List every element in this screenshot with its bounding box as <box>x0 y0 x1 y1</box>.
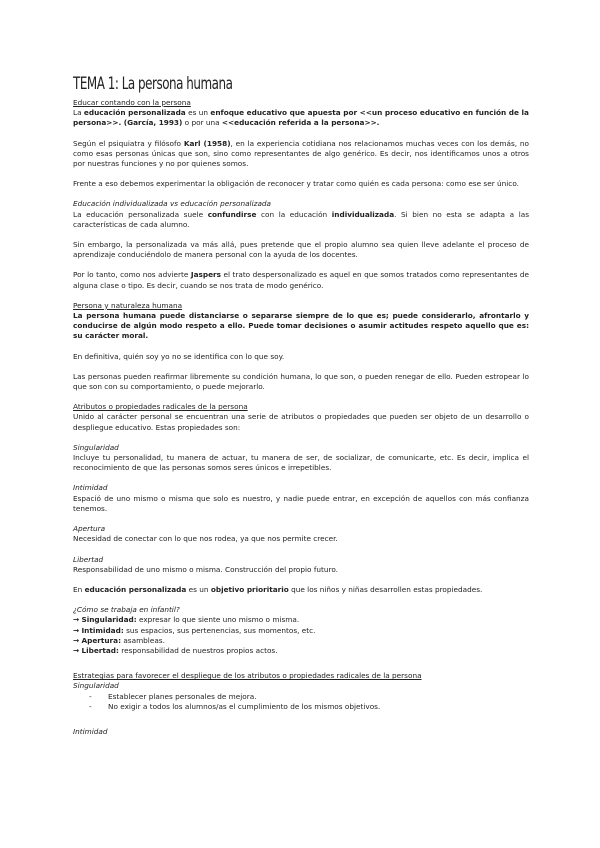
attribute-description: Necesidad de conectar con lo que nos rodea, ya que nos permite crecer. <box>73 534 338 544</box>
document-body <box>73 98 529 737</box>
section-heading-atributos: Atributos o propiedades radicales de la persona <box>73 402 248 412</box>
section-heading-individualizada: Educación individualizada vs educación personalizada <box>73 199 272 209</box>
arrow-icon: → <box>73 615 80 625</box>
paragraph: Frente a eso debemos experimentar la obligación de reconocer y tratar como quién es cada persona: como ese ser único. <box>73 179 519 189</box>
attribute-description: Espació de uno mismo o misma que solo es nuestro, y nadie puede entrar, en excepción de aquellos con más confianza tenemos. <box>73 493 529 513</box>
bullet-item: - Establecer planes personales de mejora. <box>89 692 529 702</box>
list-item: → Apertura: asambleas. <box>73 635 165 645</box>
attribute-name: Singularidad <box>73 442 119 452</box>
list-item: → Intimidad: sus espacios, sus pertenencias, sus momentos, etc. <box>73 625 316 635</box>
subheading: Intimidad <box>73 726 108 736</box>
paragraph: Por lo tanto, como nos advierte Jaspers el trato despersonalizado es aquel en que somos tratados como representantes de alguna clase o tipo. Es decir, cuando se nos trata de modo genérico. <box>73 270 529 290</box>
question-heading: ¿Cómo se trabaja en infantil? <box>73 605 180 615</box>
subheading: Singularidad <box>73 681 119 691</box>
attribute-description: Responsabilidad de uno mismo o misma. Construcción del propio futuro. <box>73 564 338 574</box>
paragraph: Sin embargo, la personalizada va más allá, pues pretende que el propio alumno sea quien lleve adelante el proceso de aprendizaje conduciéndolo de manera personal con la ayuda de los docentes. <box>73 240 529 260</box>
paragraph: En definitiva, quién soy yo no se identifica con lo que soy. <box>73 351 285 361</box>
paragraph: La educación personalizada suele confundirse con la educación individualizada. Si bien no esta se adapta a las características de cada alumno. <box>73 209 529 229</box>
paragraph: Las personas pueden reafirmar libremente su condición humana, lo que son, o pueden renegar de ello. Pueden estropear lo que son con su comportamiento, o puede mejorarlo. <box>73 371 529 392</box>
paragraph-summary: En educación personalizada es un objetivo prioritario que los niños y niñas desarrollen estas propiedades. <box>73 584 483 594</box>
arrow-icon: → <box>73 625 80 635</box>
list-item: → Libertad: responsabilidad de nuestros propios actos. <box>73 645 278 655</box>
arrow-icon: → <box>73 635 80 645</box>
section-heading-persona: Persona y naturaleza humana <box>73 300 183 310</box>
attribute-name: Intimidad <box>73 483 108 493</box>
paragraph: Según el psiquiatra y filósofo Karl (1958), en la experiencia cotidiana nos relacionamos muchas veces con los demás, no como esas personas únicas que son, sino como representantes de algo genérico. Es decir, nos identificamos unos a otros por nuestras funciones y no por quienes somos. <box>73 138 530 169</box>
paragraph: Unido al carácter personal se encuentran una serie de atributos o propiedades que pueden ser objeto de un desarrollo o despliegue educativo. Estas propiedades son: <box>73 412 529 432</box>
attribute-name: Apertura <box>73 524 106 534</box>
list-item: → Singularidad: expresar lo que siente uno mismo o misma. <box>73 615 300 625</box>
paragraph: La educación personalizada es un enfoque educativo que apuesta por <<un proceso educativo en función de la persona>>. (García, 1993) o por una <<educación referida a la persona>>. <box>73 108 529 128</box>
section-heading-estrategias: Estrategias para favorecer el despliegue de los atributos o propiedades radicales de la persona <box>73 671 422 681</box>
bullet-item: - No exigir a todos los alumnos/as el cumplimiento de los mismos objetivos. <box>89 702 529 712</box>
section-heading-educar: Educar contando con la persona <box>73 98 191 107</box>
bullet-list <box>73 692 529 712</box>
page-title: TEMA 1: La persona humana <box>73 74 233 94</box>
arrow-icon: → <box>73 645 80 655</box>
attribute-name: Libertad <box>73 554 104 564</box>
attribute-description: Incluye tu personalidad, tu manera de actuar, tu manera de ser, de socializar, de comunicarte, etc. Es decir, implica el reconocimiento de que las personas somos seres únicos e irrepetibles. <box>73 453 529 473</box>
paragraph-bold: La persona humana puede distanciarse o separarse siempre de lo que es; puede considerarlo, afrontarlo y conducirse de algún modo respeto a ello. Puede tomar decisiones o asumir actitudes respeto aquello que es: su carácter moral. <box>73 311 529 341</box>
